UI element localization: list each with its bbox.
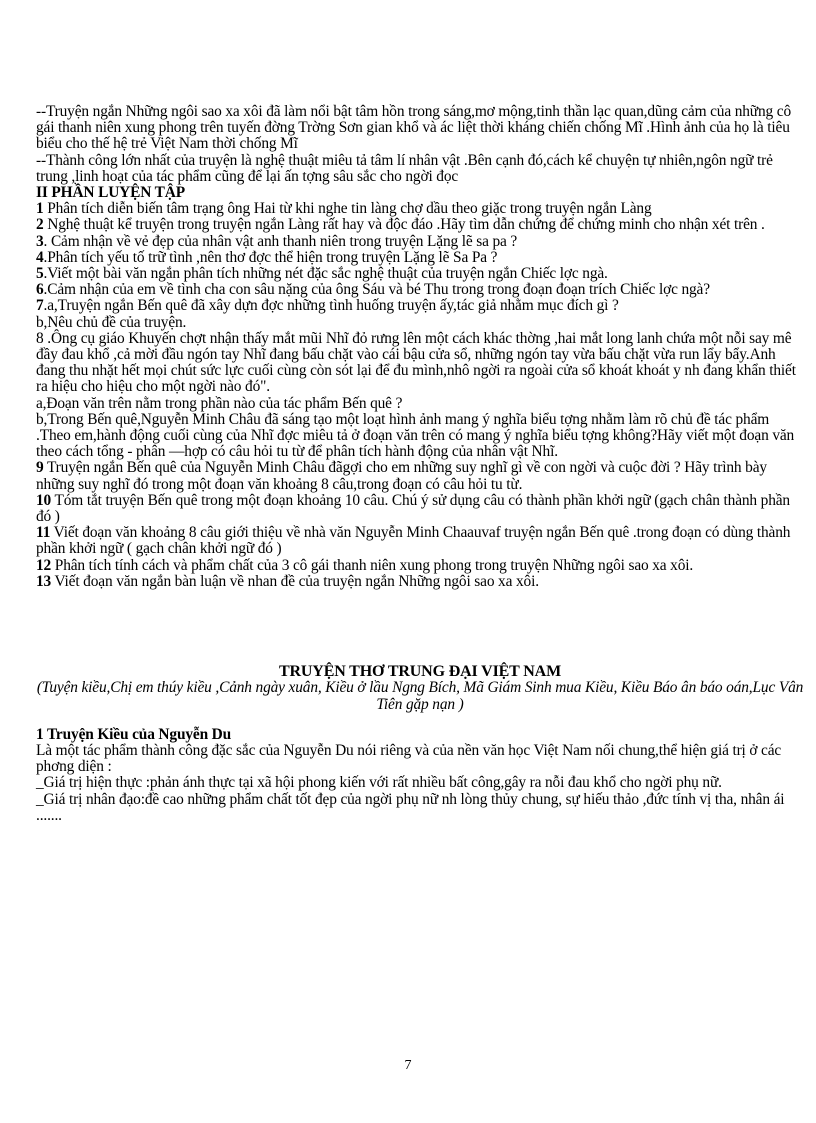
exercise-8-passage: 8 .Ông cụ giáo Khuyến chợt nhận thấy mắt mũi Nhĩ đỏ rưng lên một cách khác thờng ,hai mắt long lanh chứa một nỗi say mê đầy đau khổ ,cả mời đầu ngón tay Nhĩ đang bấu chặt vào cái bậu cửa sổ, những ngón tay vừa bấu chặt vừa run lẩy bẩy.Anh đang thu nhặt hết mọi chút sức lực cuối cùng còn sót lại để đu mình,nhô ngời ra ngoài cửa sổ khoát khoát y nh đang khẩn thiết ra hiệu cho hiệu cho một ngời nào đó".: [36, 329, 796, 396]
intro-paragraph-1: --Truyện ngắn Những ngôi sao xa xôi đã làm nổi bật tâm hồn trong sáng,mơ mộng,tinh thần lạc quan,dũng cảm của những cô gái thanh niên xung phong trên tuyến đờng Trờng Sơn gian khổ và ác liệt thời kháng chiến chống Mĩ .Hình ảnh của họ là tiêu biểu cho thế hệ trẻ Việt Nam thời chống Mĩ: [36, 103, 791, 153]
exercise-item: 6.Cảm nhận của em về tình cha con sâu nặng của ông Sáu và bé Thu trong trong đoạn đoạn trích Chiếc lợc ngà?: [36, 281, 710, 299]
kieu-paragraph: _Giá trị hiện thực :phản ánh thực tại xã hội phong kiến với rất nhiều bất công,gây ra nỗi đau khổ cho ngời phụ nữ.: [36, 774, 722, 792]
exercise-8b: b,Trong Bến quê,Nguyễn Minh Châu đã sáng tạo một loạt hình ảnh mang ý nghĩa biểu tợng nhằm làm rõ chủ đề tác phẩm .Theo em,hành động cuối cùng của Nhĩ đợc miêu tả ở đoạn văn trên có mang ý nghĩa biểu tợng không?Hãy viết một đoạn văn theo cách tổng - phân —hợp có câu hỏi tu từ để phân tích hành động của nhân vật Nhĩ.: [36, 410, 795, 461]
exercise-item: 9 Truyện ngắn Bến quê của Nguyễn Minh Châu đãgợi cho em những suy nghĩ gì về con ngời và cuộc đời ? Hãy trình bày những suy nghĩ đó trong một đoạn văn khoảng 8 câu,trong đoạn có câu hỏi tu từ.: [36, 459, 767, 493]
exercise-item: 11 Viết đoạn văn khoảng 8 câu giới thiệu về nhà văn Nguyễn Minh Chaauvaf truyện ngắn Bến quê .trong đoạn có dùng thành phần khởi ngữ ( gạch chân khởi ngữ đó ): [36, 524, 791, 558]
page-number: 7: [404, 1058, 412, 1073]
spacer: [36, 713, 804, 727]
intro-paragraph-2: --Thành công lớn nhất của truyện là nghệ thuật miêu tả tâm lí nhân vật .Bên cạnh đó,cách kể chuyện tự nhiên,ngôn ngữ trẻ trung ,linh hoạt của tác phẩm cũng để lại ấn tợng sâu sắc cho ngời đọc: [36, 151, 773, 185]
exercise-item: 5.Viết một bài văn ngắn phân tích những nét đặc sắc nghệ thuật của truyện ngắn Chiếc lợc ngà.: [36, 265, 608, 283]
part-title: TRUYỆN THƠ TRUNG ĐẠI VIỆT NAM: [278, 663, 562, 681]
exercise-item: 1 Phân tích diễn biến tâm trạng ông Hai từ khi nghe tin làng chợ dầu theo giặc trong truyện ngắn Làng: [36, 200, 652, 218]
exercise-item: 3. Cảm nhận về vẻ đẹp của nhân vật anh thanh niên trong truyện Lặng lẽ sa pa ?: [36, 232, 518, 250]
exercise-item: 12 Phân tích tính cách và phẩm chất của 3 cô gái thanh niên xung phong trong truyện Những ngôi sao xa xôi.: [36, 556, 694, 574]
section-spacer: [36, 590, 804, 664]
exercise-7b: b,Nêu chủ đề của truyện.: [36, 313, 187, 331]
exercise-item: 2 Nghệ thuật kể truyện trong truyện ngắn Làng rất hay và độc đáo .Hãy tìm dẫn chứng để chứng minh cho nhận xét trên .: [36, 216, 765, 234]
exercise-item: 10 Tóm tắt truyện Bến quê trong một đoạn khoảng 10 câu. Chú ý sử dụng câu có thành phần khởi ngữ (gạch chân thành phần đó ): [36, 491, 790, 526]
exercise-item: 7.a,Truyện ngắn Bến quê đã xây dựn đợc những tình huống truyện ấy,tác giả nhằm mục đích gì ?: [36, 297, 619, 315]
part-subtitle: (Tuyện kiều,Chị em thúy kiều ,Cảnh ngày xuân, Kiều ở lầu Ngng Bích, Mã Giám Sinh mua Kiều, Kiều Báo ân báo oán,Lục Vân Tiên gặp nạn ): [36, 679, 804, 713]
exercise-8a: a,Đoạn văn trên nằm trong phần nào của tác phẩm Bến quê ?: [36, 394, 403, 412]
kieu-paragraph: _Giá trị nhân đạo:đề cao những phẩm chất tốt đẹp của ngời phụ nữ nh lòng thủy chung, sự hiếu thảo ,đức tính vị tha, nhân ái .......: [36, 790, 785, 824]
exercise-item: 4.Phân tích yếu tố trữ tình ,nên thơ đợc thể hiện trong truyện Lặng lẽ Sa Pa ?: [36, 248, 498, 266]
exercise-item: 13 Viết đoạn văn ngắn bàn luận về nhan đề của truyện ngắn Những ngôi sao xa xôi.: [36, 572, 539, 590]
section-heading: II PHẦN LUYỆN TẬP: [36, 184, 185, 202]
kieu-paragraph: Là một tác phẩm thành công đặc sắc của Nguyễn Du nói riêng và của nền văn học Việt Nam nối chung,thể hiện giá trị ở các phơng diện :: [36, 741, 782, 776]
kieu-heading: 1 Truyện Kiều của Nguyễn Du: [36, 725, 232, 743]
document-page: [36, 104, 804, 824]
